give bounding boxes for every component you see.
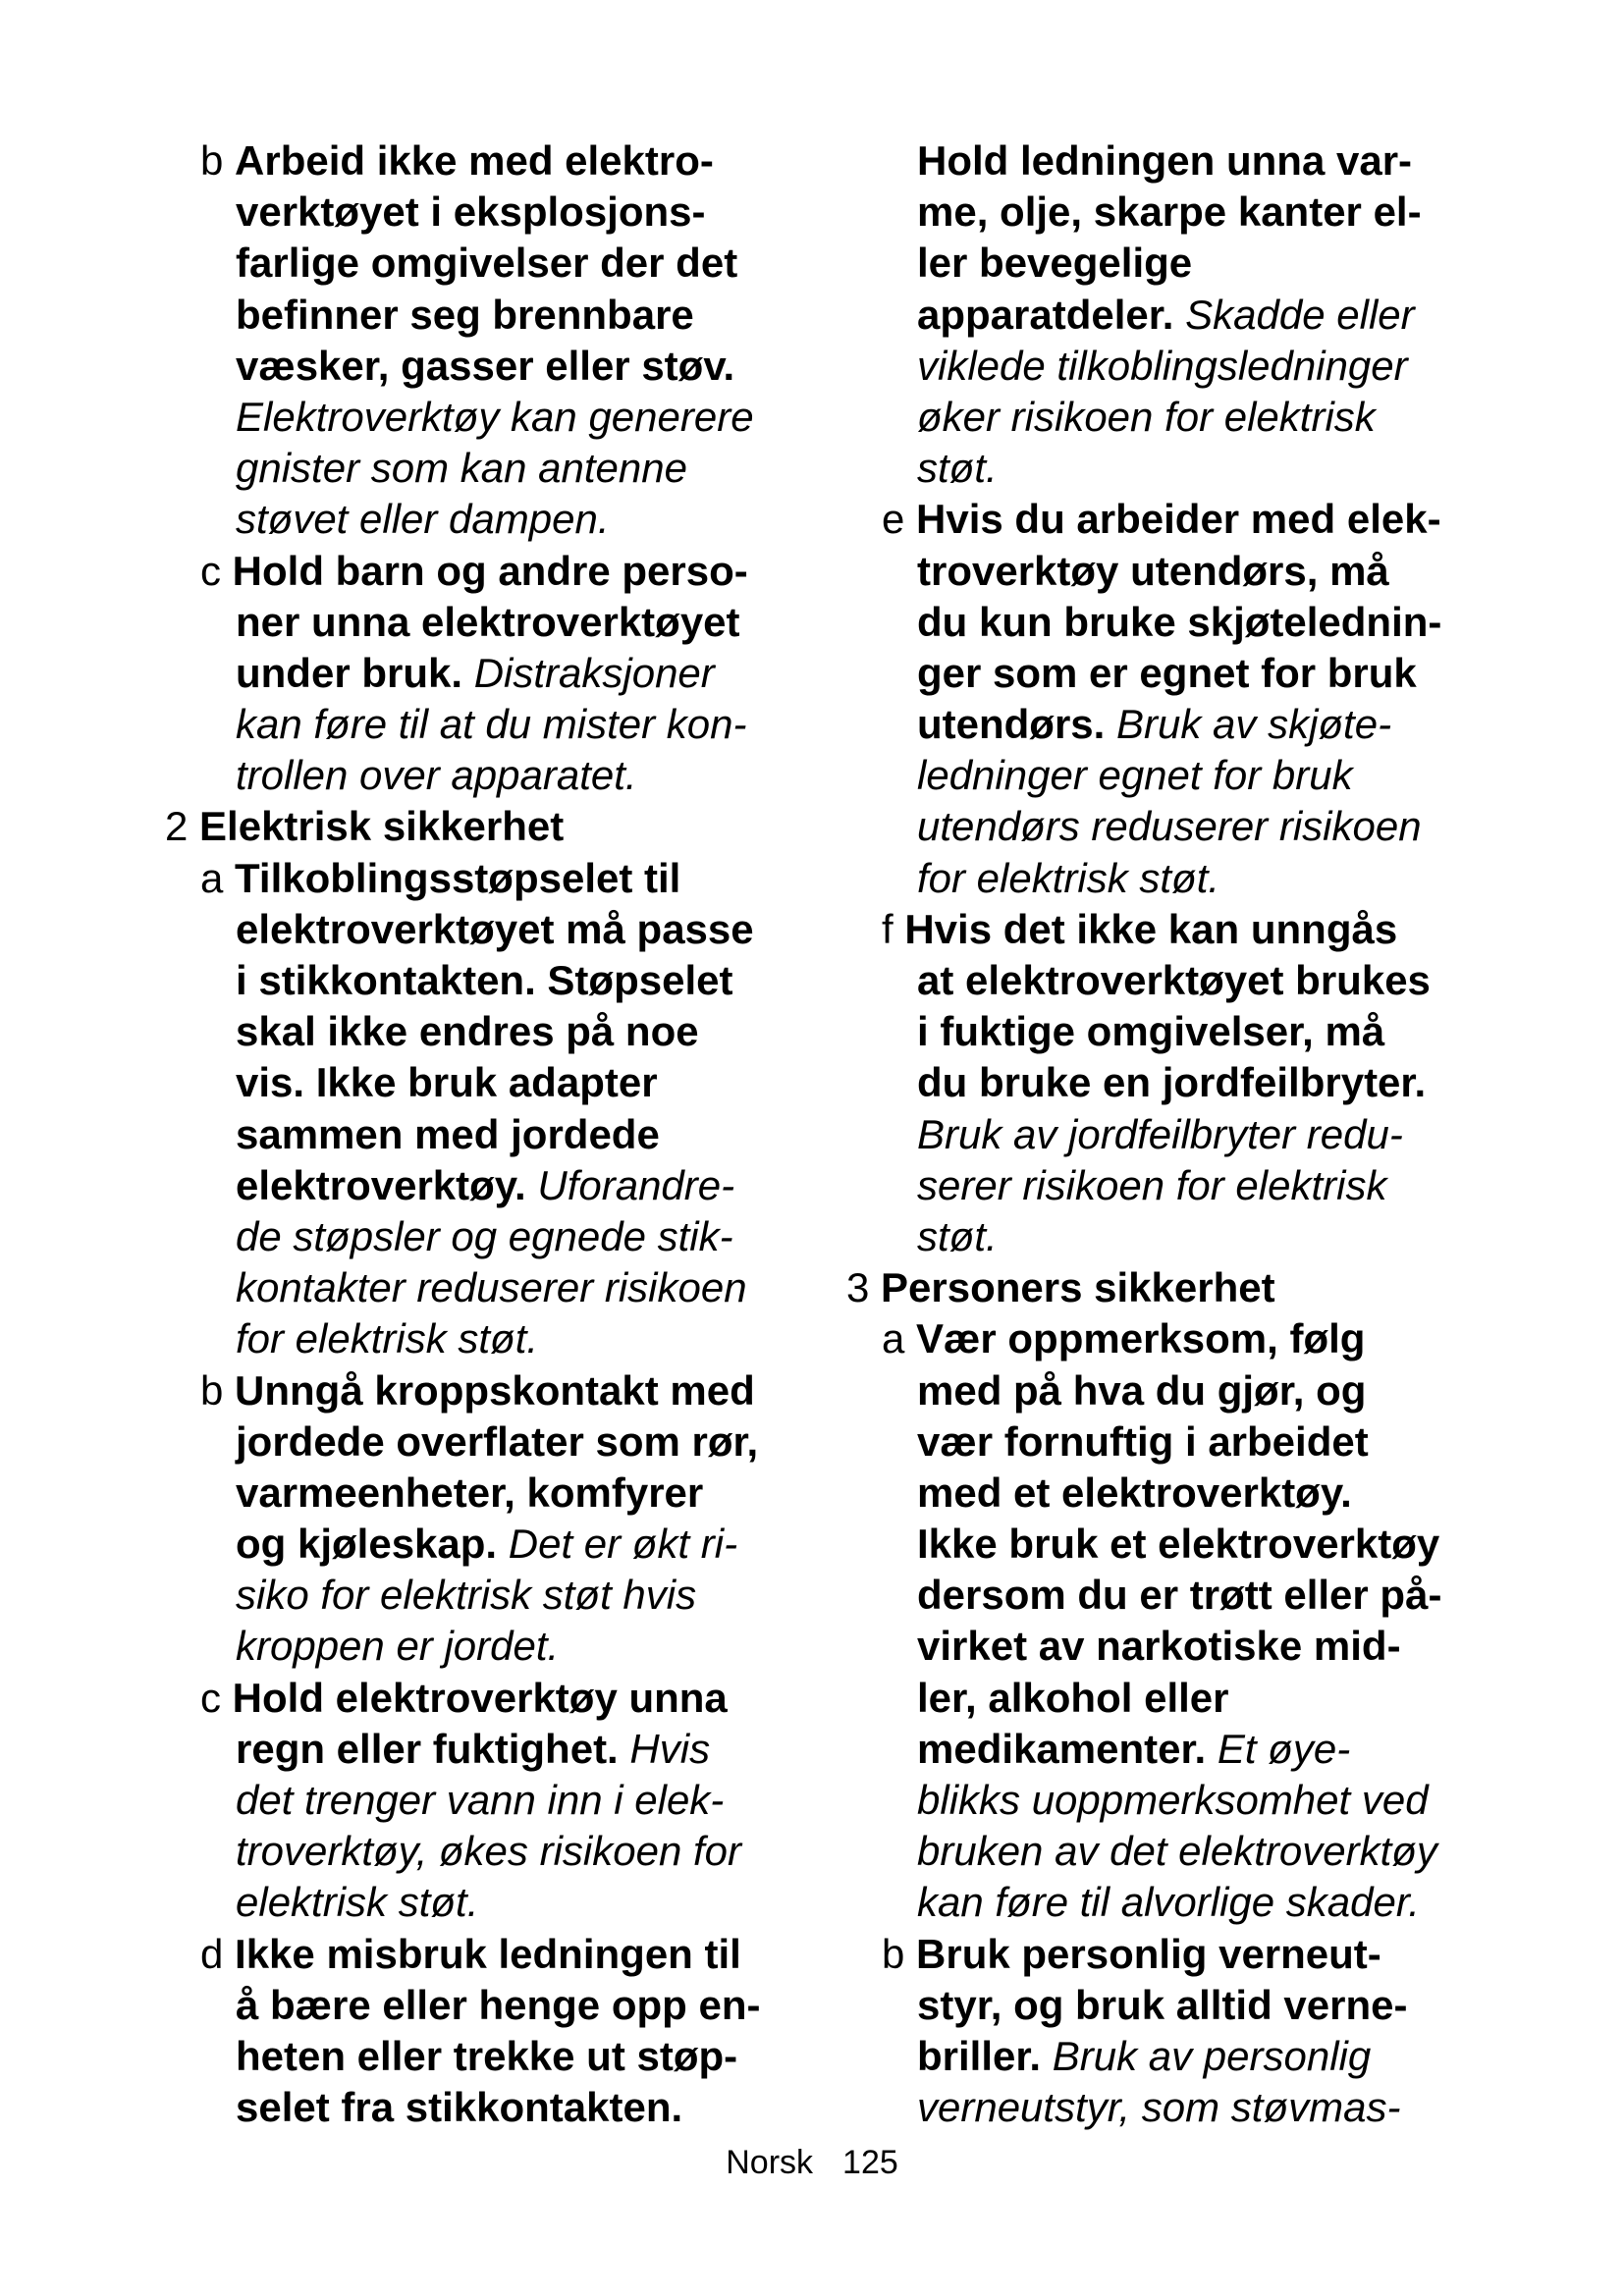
italic-explanation-text: siko for elektrisk støt hvis [236, 1572, 697, 1619]
italic-explanation-text: øker risikoen for elektrisk [917, 393, 1376, 440]
italic-explanation-text: elektrisk støt. [236, 1879, 479, 1926]
bold-instruction-text: varmeenheter, komfyrer [236, 1468, 704, 1516]
bold-instruction-text: dersom du er trøtt eller på- [917, 1572, 1442, 1619]
bold-instruction-text: Personers sikkerhet [881, 1264, 1275, 1311]
bold-instruction-text: å bære eller henge opp en- [236, 1981, 761, 2028]
page-number: 125 [842, 2144, 898, 2181]
italic-explanation-text: gnister som kan antenne [236, 445, 687, 492]
italic-explanation-text: blikks uoppmerksomhet ved [917, 1777, 1429, 1823]
right-text-line [917, 546, 1526, 597]
bold-instruction-text: Arbeid ikke med elektro- [235, 137, 714, 184]
page-footer [0, 2143, 1624, 2182]
left-text-line [200, 135, 844, 187]
right-text-line [917, 1570, 1526, 1621]
bold-instruction-text: væsker, gasser eller støv. [236, 342, 735, 389]
right-text-line [917, 135, 1526, 187]
italic-explanation-text: kan føre til at du mister kon- [236, 701, 747, 748]
footer-language: Norsk [726, 2144, 814, 2181]
italic-explanation-text: de støpsler og egnede stik- [236, 1212, 733, 1259]
bold-instruction-text: under bruk. [236, 649, 463, 696]
left-text-line [236, 904, 844, 955]
left-text-line [236, 341, 844, 392]
right-text-line [917, 1211, 1526, 1262]
left-text-line [236, 1262, 844, 1313]
left-text-line [236, 648, 844, 699]
italic-explanation-text: det trenger vann inn i elek- [236, 1777, 725, 1823]
bold-instruction-text: utendørs. [917, 701, 1106, 748]
right-text-line [917, 1826, 1526, 1877]
left-text-line [236, 597, 844, 648]
italic-explanation-text: Uforandre- [525, 1161, 735, 1208]
bold-instruction-text: elektroverktøy. [236, 1161, 526, 1208]
left-text-line [236, 699, 844, 750]
right-text-line [917, 1006, 1526, 1057]
bold-instruction-text: Elektrisk sikkerhet [199, 803, 565, 850]
italic-explanation-text: Bruk av jordfeilbryter redu- [917, 1110, 1403, 1157]
bold-instruction-text: heten eller trekke ut støp- [236, 2032, 738, 2079]
bold-instruction-text: styr, og bruk alltid verne- [917, 1981, 1408, 2028]
italic-explanation-text: for elektrisk støt. [236, 1315, 539, 1362]
bold-instruction-text: ner unna elektroverktøyet [236, 598, 740, 645]
left-text-line [236, 290, 844, 341]
right-text-line [917, 853, 1526, 904]
bold-instruction-text: Hold elektroverktøy unna [232, 1674, 728, 1721]
bold-instruction-text: selet fra stikkontakten. [236, 2084, 683, 2131]
right-text-line [917, 750, 1526, 801]
right-text-line [917, 2082, 1526, 2133]
italic-explanation-text: viklede tilkoblingsledninger [917, 342, 1408, 389]
right-text-line [917, 443, 1526, 494]
item-label: c [200, 547, 233, 594]
left-text-line [236, 392, 844, 443]
left-text-line [236, 2082, 844, 2133]
item-label: d [200, 1930, 236, 1977]
right-text-line [882, 904, 1526, 955]
right-text-line [917, 1673, 1526, 1724]
bold-instruction-text: befinner seg brennbare [236, 291, 694, 338]
left-text-line [236, 238, 844, 289]
italic-explanation-text: Det er økt ri- [497, 1521, 738, 1568]
bold-instruction-text: du bruke en jordfeilbryter. [917, 1059, 1427, 1106]
italic-explanation-text: Bruk av personlig [1041, 2032, 1372, 2079]
bold-instruction-text: vis. Ikke bruk adapter [236, 1059, 658, 1106]
left-text-line [236, 1313, 844, 1364]
italic-explanation-text: kroppen er jordet. [236, 1623, 560, 1670]
left-text-line [236, 1621, 844, 1672]
right-text-line [917, 1109, 1526, 1160]
right-text-line [882, 494, 1526, 545]
left-text-line [236, 1519, 844, 1570]
bold-instruction-text: ger som er egnet for bruk [917, 649, 1417, 696]
italic-explanation-text: Skadde eller [1173, 291, 1415, 338]
right-text-line [917, 801, 1526, 852]
italic-explanation-text: Elektroverktøy kan generere [236, 393, 754, 440]
item-label: a [882, 1315, 917, 1362]
item-label: b [200, 1366, 236, 1414]
bold-instruction-text: Ikke bruk et elektroverktøy [917, 1521, 1440, 1568]
left-column [165, 135, 844, 2133]
italic-explanation-text: Et øye- [1206, 1725, 1351, 1772]
bold-instruction-text: Hold barn og andre perso- [232, 547, 748, 594]
bold-instruction-text: Bruk personlig verneut- [916, 1930, 1381, 1977]
italic-explanation-text: troverktøy, økes risikoen for [236, 1828, 741, 1875]
bold-instruction-text: at elektroverktøyet brukes [917, 957, 1431, 1003]
right-text-line [917, 392, 1526, 443]
item-label: 2 [165, 803, 200, 850]
left-text-line [236, 1057, 844, 1108]
italic-explanation-text: kan føre til alvorlige skader. [917, 1879, 1420, 1926]
bold-instruction-text: troverktøy utendørs, må [917, 547, 1389, 594]
right-text-line [917, 1877, 1526, 1928]
bold-instruction-text: Vær oppmerksom, følg [916, 1315, 1366, 1362]
left-text-line [200, 546, 844, 597]
left-text-line [200, 1929, 844, 1980]
bold-instruction-text: Hvis du arbeider med elek- [916, 496, 1441, 543]
left-text-line [236, 443, 844, 494]
bold-instruction-text: i fuktige omgivelser, må [917, 1008, 1385, 1055]
italic-explanation-text: kontakter reduserer risikoen [236, 1264, 747, 1311]
left-text-line [236, 1826, 844, 1877]
bold-instruction-text: medikamenter. [917, 1725, 1207, 1772]
right-text-line [882, 1313, 1526, 1364]
right-column [846, 135, 1526, 2133]
left-text-line [236, 1877, 844, 1928]
right-text-line [917, 2031, 1526, 2082]
item-label: b [882, 1930, 917, 1977]
item-label: a [200, 854, 236, 901]
italic-explanation-text: støvet eller dampen. [236, 496, 610, 543]
left-text-line [200, 1673, 844, 1724]
right-text-line [917, 1057, 1526, 1108]
left-text-line [236, 1724, 844, 1775]
bold-instruction-text: sammen med jordede [236, 1110, 660, 1157]
left-text-line [236, 1006, 844, 1057]
left-text-line [236, 1980, 844, 2031]
left-text-line [200, 1365, 844, 1416]
italic-explanation-text: verneutstyr, som støvmas- [917, 2084, 1401, 2131]
right-text-line [917, 290, 1526, 341]
right-text-line [917, 341, 1526, 392]
left-text-line [165, 801, 844, 852]
bold-instruction-text: vær fornuftig i arbeidet [917, 1417, 1369, 1465]
bold-instruction-text: elektroverktøyet må passe [236, 905, 754, 952]
item-label: e [882, 496, 917, 543]
right-text-line [917, 1775, 1526, 1826]
left-text-line [236, 1775, 844, 1826]
italic-explanation-text: støt. [917, 445, 998, 492]
italic-explanation-text: ledninger egnet for bruk [917, 752, 1353, 799]
item-label: 3 [846, 1264, 882, 1311]
right-text-line [846, 1262, 1526, 1313]
left-text-line [236, 1160, 844, 1211]
bold-instruction-text: jordede overflater som rør, [236, 1417, 759, 1465]
right-text-line [917, 648, 1526, 699]
italic-explanation-text: Hvis [618, 1725, 711, 1772]
bold-instruction-text: med et elektroverktøy. [917, 1468, 1352, 1516]
right-text-line [917, 699, 1526, 750]
bold-instruction-text: me, olje, skarpe kanter el- [917, 188, 1422, 236]
right-text-line [882, 1929, 1526, 1980]
item-label: c [200, 1674, 233, 1721]
left-text-line [236, 494, 844, 545]
bold-instruction-text: Ikke misbruk ledningen til [235, 1930, 741, 1977]
left-text-line [236, 2031, 844, 2082]
bold-instruction-text: i stikkontakten. Støpselet [236, 957, 733, 1003]
left-text-line [236, 1416, 844, 1468]
right-text-line [917, 1468, 1526, 1519]
bold-instruction-text: Hvis det ikke kan unngås [904, 905, 1398, 952]
bold-instruction-text: og kjøleskap. [236, 1521, 498, 1568]
bold-instruction-text: farlige omgivelser der det [236, 240, 738, 287]
right-text-line [917, 1519, 1526, 1570]
item-label: b [200, 137, 236, 184]
bold-instruction-text: Unngå kroppskontakt med [235, 1366, 755, 1414]
bold-instruction-text: Hold ledningen unna var- [917, 137, 1413, 184]
left-text-line [236, 750, 844, 801]
italic-explanation-text: støt. [917, 1212, 998, 1259]
bold-instruction-text: du kun bruke skjøtelednin- [917, 598, 1442, 645]
right-text-line [917, 1160, 1526, 1211]
right-text-line [917, 238, 1526, 289]
right-text-line [917, 955, 1526, 1006]
italic-explanation-text: bruken av det elektroverktøy [917, 1828, 1437, 1875]
bold-instruction-text: verktøyet i eksplosjons- [236, 188, 706, 236]
right-text-line [917, 597, 1526, 648]
bold-instruction-text: apparatdeler. [917, 291, 1174, 338]
bold-instruction-text: Tilkoblingsstøpselet til [235, 854, 681, 901]
item-label: f [882, 905, 905, 952]
left-text-line [200, 853, 844, 904]
italic-explanation-text: Bruk av skjøte- [1105, 701, 1392, 748]
left-text-line [236, 187, 844, 238]
left-text-line [236, 1211, 844, 1262]
bold-instruction-text: ler bevegelige [917, 240, 1193, 287]
right-text-line [917, 1365, 1526, 1416]
right-text-line [917, 1724, 1526, 1775]
italic-explanation-text: for elektrisk støt. [917, 854, 1220, 901]
italic-explanation-text: trollen over apparatet. [236, 752, 637, 799]
left-text-line [236, 1468, 844, 1519]
bold-instruction-text: med på hva du gjør, og [917, 1366, 1367, 1414]
bold-instruction-text: skal ikke endres på noe [236, 1008, 699, 1055]
italic-explanation-text: utendørs reduserer risikoen [917, 803, 1422, 850]
left-text-line [236, 955, 844, 1006]
italic-explanation-text: serer risikoen for elektrisk [917, 1161, 1387, 1208]
bold-instruction-text: ler, alkohol eller [917, 1674, 1229, 1721]
right-text-line [917, 187, 1526, 238]
bold-instruction-text: briller. [917, 2032, 1042, 2079]
right-text-line [917, 1980, 1526, 2031]
italic-explanation-text: Distraksjoner [462, 649, 715, 696]
right-text-line [917, 1416, 1526, 1468]
left-text-line [236, 1109, 844, 1160]
bold-instruction-text: virket av narkotiske mid- [917, 1623, 1401, 1670]
right-text-line [917, 1621, 1526, 1672]
bold-instruction-text: regn eller fuktighet. [236, 1725, 619, 1772]
left-text-line [236, 1570, 844, 1621]
